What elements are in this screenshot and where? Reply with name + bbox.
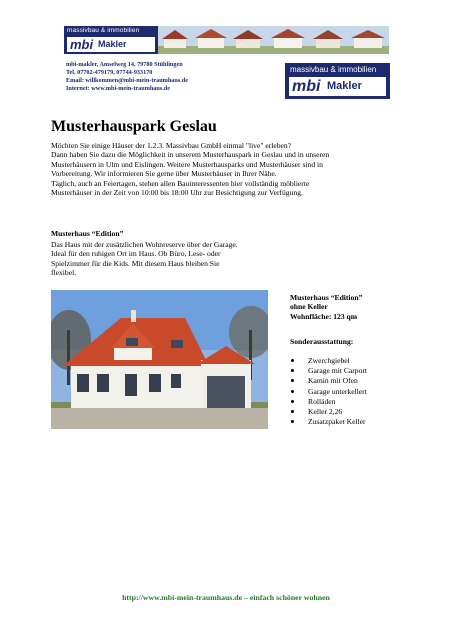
extras-heading: Sonderausstattung: bbox=[290, 337, 354, 346]
bullet-icon bbox=[291, 379, 294, 382]
intro-line: Musterhäuser in der Zeit von 10:00 bis 18:00 Uhr zur Besichtigung zur Verfügung. bbox=[51, 188, 303, 198]
intro-line: Täglich, auch an Feiertagen, stehen allen Bauinteressenten hier vollständig möblierte bbox=[51, 178, 310, 188]
contact-block bbox=[66, 61, 188, 93]
list-item bbox=[290, 407, 367, 417]
list-item bbox=[290, 356, 367, 366]
extras-item-label: Garage mit Carport bbox=[308, 366, 368, 376]
list-item bbox=[290, 376, 367, 386]
model-description-line: flexibel. bbox=[51, 268, 77, 278]
contact-phone: Tel. 07702-479179, 07744-933170 bbox=[66, 69, 153, 76]
footer-link[interactable]: http://www.mbi-mein-traumhaus.de – einfach schöner wohnen bbox=[122, 593, 330, 602]
contact-address: mbi-makler, Amselweg 14, 79780 Stühlingen bbox=[66, 61, 183, 68]
model-description bbox=[51, 240, 291, 278]
extras-item-label: Zusatzpaket Keller bbox=[308, 417, 366, 427]
list-item bbox=[290, 366, 367, 376]
list-item bbox=[290, 417, 367, 427]
list-item bbox=[290, 387, 367, 397]
bullet-icon bbox=[291, 369, 294, 372]
extras-item-label: Rolläden bbox=[308, 396, 336, 406]
facts-basement: ohne Keller bbox=[290, 302, 328, 312]
intro-paragraph bbox=[51, 141, 401, 197]
extras-list bbox=[290, 356, 367, 427]
bullet-icon bbox=[291, 410, 294, 413]
house-photo bbox=[51, 290, 268, 429]
mbi-makler-logo bbox=[285, 63, 390, 99]
model-description-line: Ideal für den ruhigen Ort im Haus. Ob Büro, Lese- oder bbox=[51, 249, 221, 259]
banner-logo bbox=[64, 26, 158, 54]
intro-line: Dann haben Sie dazu die Möglichkeit in unserem Musterhauspark in Geslau und in unseren bbox=[51, 150, 330, 160]
banner-tagline: massivbau & immobilien bbox=[67, 27, 140, 34]
banner-logo-mark bbox=[67, 37, 155, 52]
house-photo-driveway bbox=[51, 408, 268, 429]
header-banner bbox=[64, 26, 389, 54]
page-title: Musterhauspark Geslau bbox=[51, 118, 217, 135]
bullet-icon bbox=[291, 400, 294, 403]
bullet-icon bbox=[291, 359, 294, 362]
bullet-icon bbox=[291, 390, 294, 393]
model-heading: Musterhaus “Edition” bbox=[51, 229, 124, 238]
logo-mbi: mbi bbox=[292, 78, 321, 95]
facts-area: Wohnfläche: 123 qm bbox=[290, 311, 358, 321]
extras-item-label: Garage unterkellert bbox=[308, 386, 367, 396]
facts-name: Musterhaus “Edition” bbox=[290, 293, 363, 302]
logo-mark bbox=[289, 77, 386, 96]
extras-item-label: Keller 2,26 bbox=[308, 407, 343, 417]
list-item bbox=[290, 397, 367, 407]
extras-item-label: Zwerchgiebel bbox=[308, 356, 350, 365]
intro-line: Vorbereitung. Wir informieren Sie gerne über Musterhäuser in Ihrer Nähe. bbox=[51, 169, 277, 179]
intro-line: Musterhäusern in Ulm und Eislingen. Weitere Musterhausparks und Musterhäuser sind in bbox=[51, 159, 323, 169]
banner-logo-mbi: mbi bbox=[70, 37, 94, 52]
model-description-line: Spielzimmer für die Kids. Mit diesem Haus bleiben Sie bbox=[51, 258, 220, 268]
model-description-line: Das Haus mit der zusätzlichen Wohnreserve über der Garage. bbox=[51, 240, 238, 249]
intro-line: Möchten Sie einige Häuser der 1.2.3. Massivbau GmbH einmal "live" erleben? bbox=[51, 141, 292, 150]
bullet-icon bbox=[291, 420, 294, 423]
contact-email[interactable]: Email: willkommen@mbi-mein-traumhaus.de bbox=[66, 77, 188, 84]
logo-makler: Makler bbox=[327, 80, 362, 92]
house-facts bbox=[290, 293, 362, 321]
contact-website[interactable]: Internet: www.mbi-mein-traumhaus.de bbox=[66, 85, 170, 92]
banner-logo-makler: Makler bbox=[98, 39, 127, 49]
extras-item-label: Kamin mit Ofen bbox=[308, 376, 358, 386]
banner-house-photos bbox=[158, 26, 389, 54]
logo-tagline: massivbau & immobilien bbox=[290, 65, 377, 74]
